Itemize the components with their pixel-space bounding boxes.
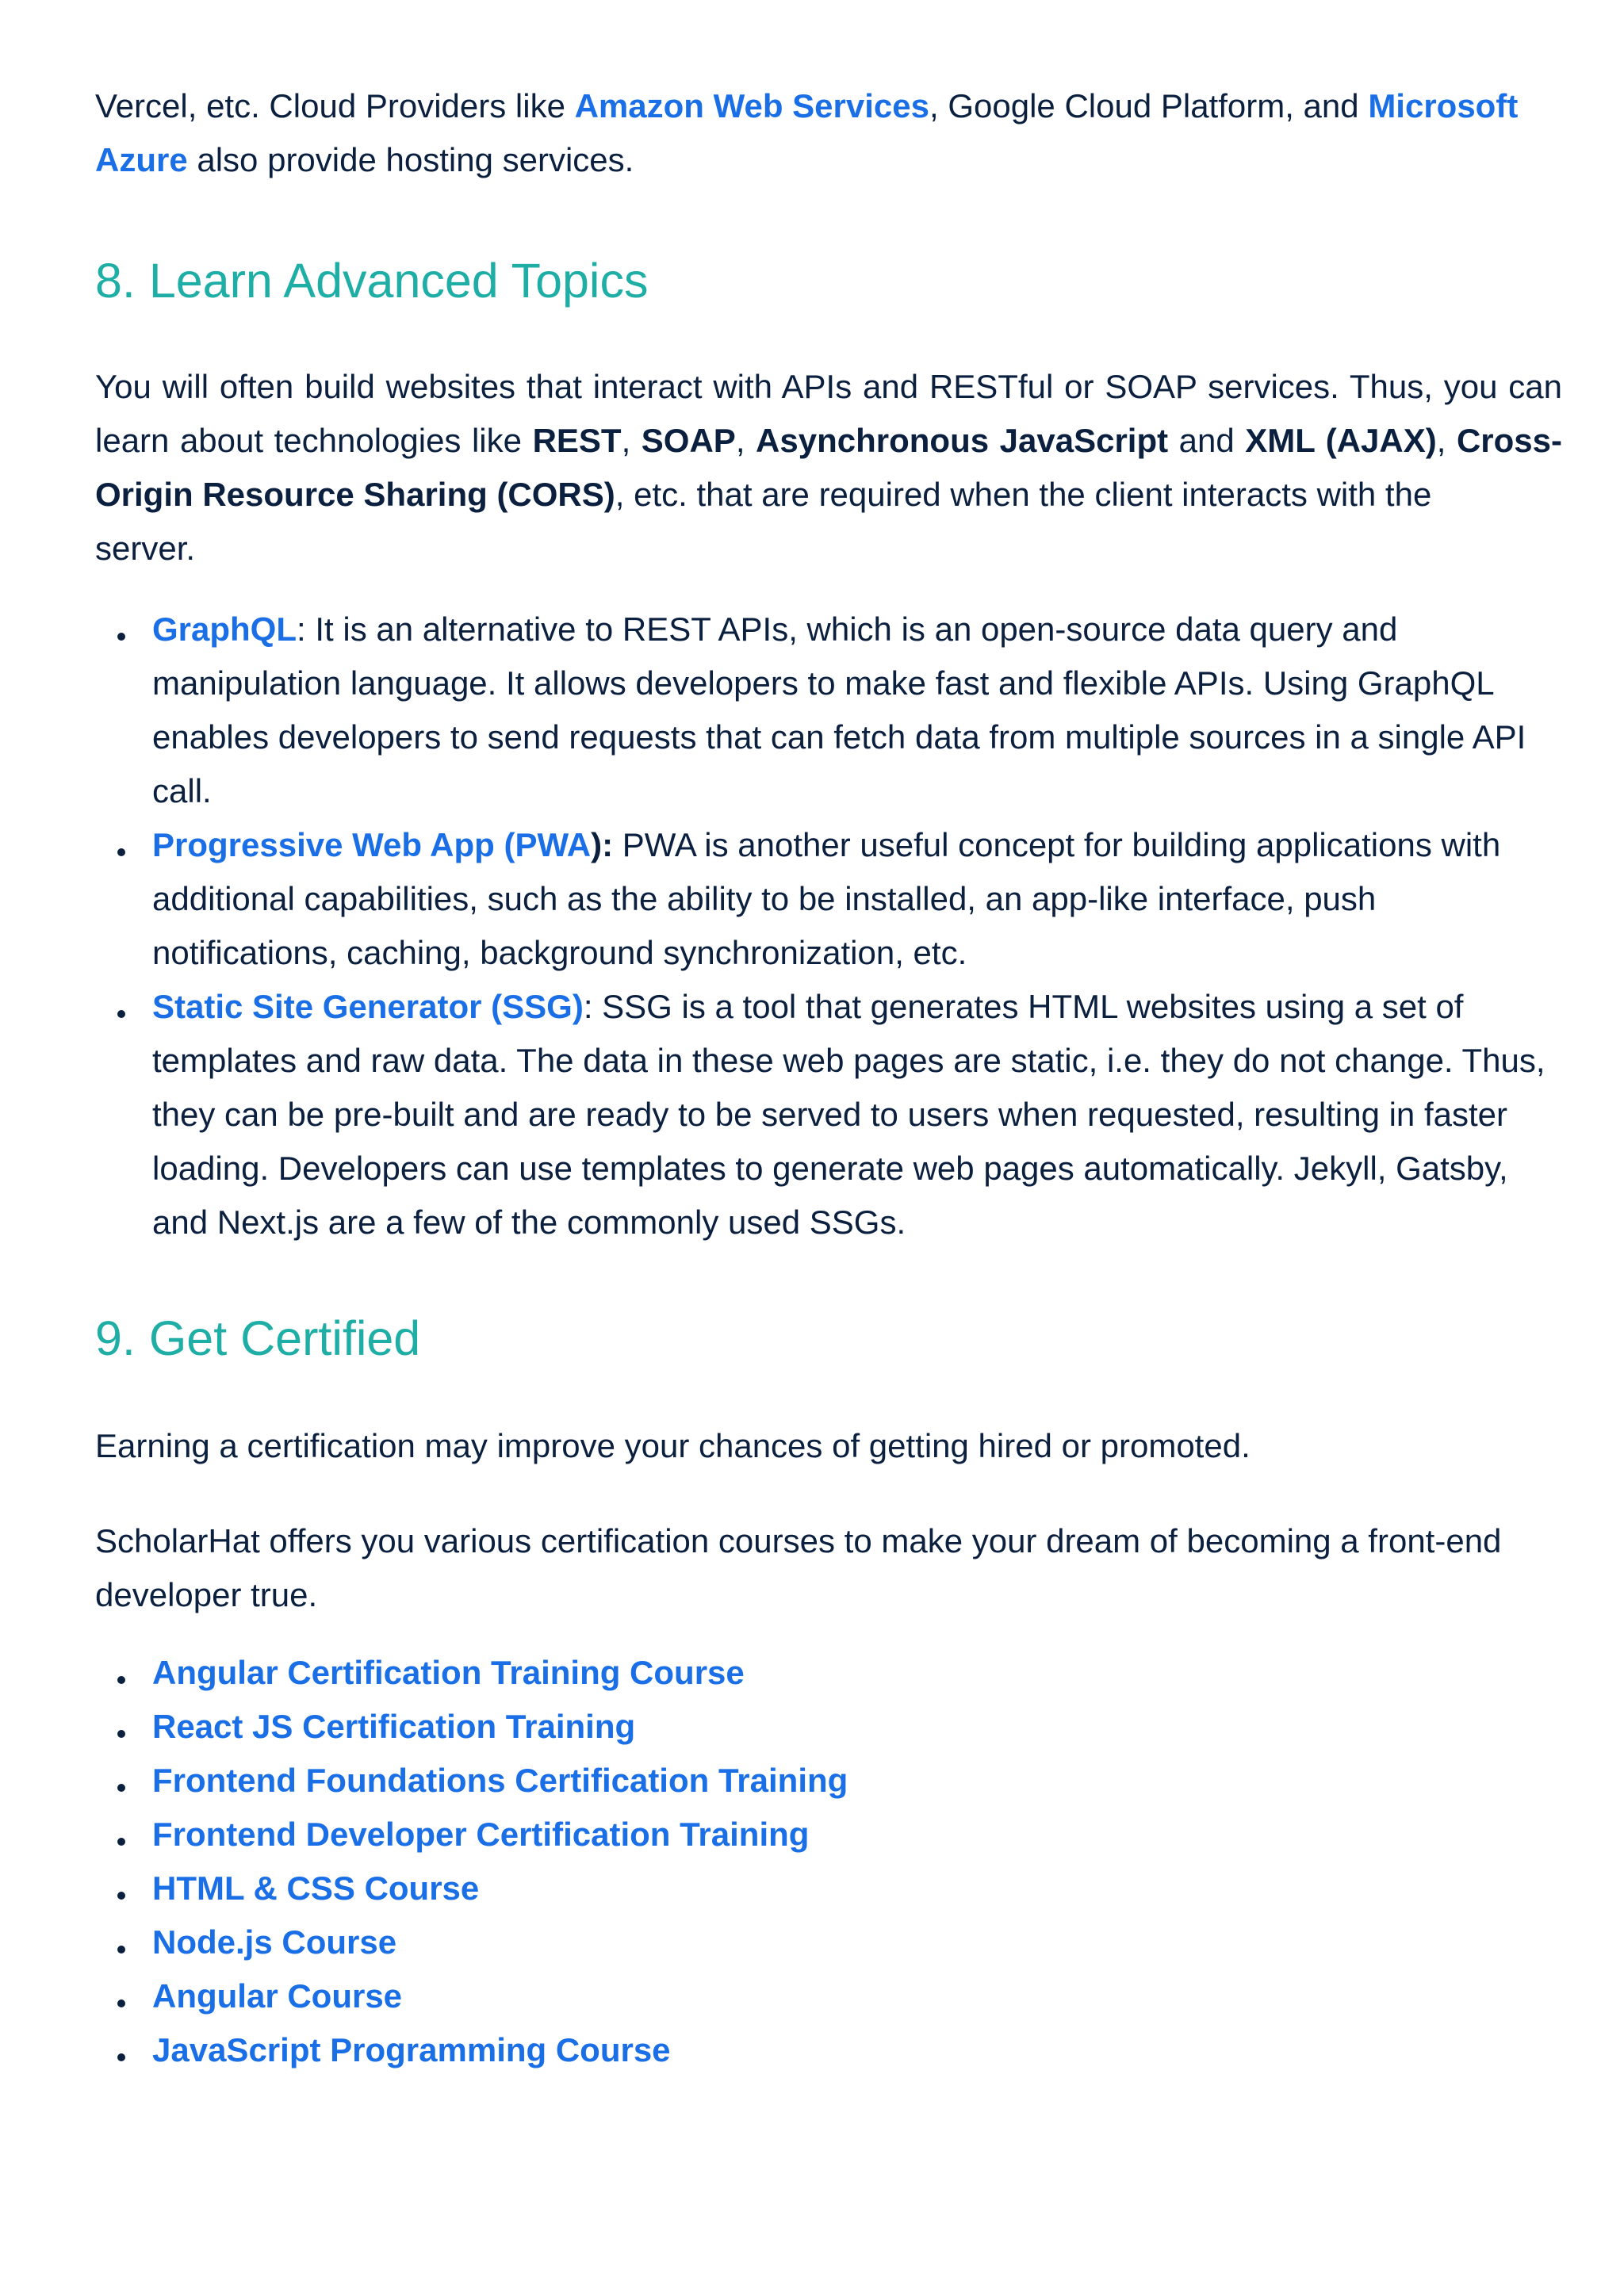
intro-text-1: Vercel, etc. Cloud Providers like	[95, 87, 575, 124]
bullet-dot-icon	[117, 2053, 125, 2061]
term-rest: REST	[532, 422, 622, 459]
advanced-text-2: , etc. that are required when the client interacts with the	[615, 476, 1432, 513]
term-cors: Cross-Origin Resource Sharing (CORS)	[95, 422, 1562, 513]
ssg-description: SSG is a tool that generates HTML websites using a set of templates and raw data. The data in these web pages are static, i.e. they do not change. Thus, they can be pre-built and are ready to be served to users when requested, resulting in faster loading. Developers can use templates to generate web pages automatically. Jekyll, Gatsby, and Next.js are a few of the commonly used SSGs.	[152, 988, 1545, 1241]
intro-text-3: also provide hosting services.	[187, 141, 634, 178]
certification-paragraph-2: ScholarHat offers you various certification courses to make your dream of becoming a front-end developer true.	[95, 1522, 1502, 1613]
list-item	[95, 1969, 1562, 2023]
microsoft-azure-link[interactable]: Microsoft Azure	[95, 87, 1519, 178]
item-separator: ):	[591, 826, 622, 863]
bullet-dot-icon	[117, 1010, 125, 1018]
list-item-pwa	[95, 818, 1562, 980]
bullet-dot-icon	[117, 1892, 125, 1900]
list-item-ssg	[95, 980, 1562, 1249]
intro-text-2: , Google Cloud Platform, and	[929, 87, 1369, 124]
bullet-dot-icon	[117, 1730, 125, 1738]
term-soap: SOAP	[641, 422, 736, 459]
sep-1: ,	[621, 422, 642, 459]
course-link-nodejs[interactable]: Node.js Course	[152, 1923, 397, 1961]
bullet-dot-icon	[117, 848, 125, 856]
course-link-javascript-programming[interactable]: JavaScript Programming Course	[152, 2031, 671, 2068]
bullet-dot-icon	[117, 633, 125, 641]
sep-2: ,	[735, 422, 756, 459]
course-link-html-css[interactable]: HTML & CSS Course	[152, 1869, 480, 1907]
section-heading-learn-advanced-topics: 8. Learn Advanced Topics	[95, 254, 649, 308]
graphql-link[interactable]: GraphQL	[152, 610, 297, 648]
section-heading-get-certified: 9. Get Certified	[95, 1311, 421, 1365]
list-item	[95, 1646, 1562, 1700]
amazon-web-services-link[interactable]: Amazon Web Services	[574, 87, 929, 124]
list-item	[95, 1862, 1562, 1915]
graphql-description: It is an alternative to REST APIs, which is an open-source data query and manipulation language. It allows developers to make fast and flexible APIs. Using GraphQL enables developers to send requests that can fetch data from multiple sources in a single API call.	[152, 610, 1526, 809]
course-link-react-js-certification[interactable]: React JS Certification Training	[152, 1708, 636, 1745]
term-xml-ajax: XML (AJAX)	[1245, 422, 1437, 459]
advanced-text-server: server.	[95, 530, 196, 567]
advanced-text-1: You will often build websites that interact with APIs and RESTful or SOAP services. Thus, you can learn about technologies like	[95, 368, 1562, 459]
advanced-topics-list	[95, 603, 1562, 1249]
item-separator: :	[583, 988, 603, 1025]
sep-4: ,	[1436, 422, 1457, 459]
list-item-graphql	[95, 603, 1562, 818]
bullet-dot-icon	[117, 1838, 125, 1846]
list-item	[95, 1915, 1562, 1969]
sep-3: and	[1168, 422, 1246, 459]
bullet-dot-icon	[117, 1946, 125, 1954]
list-item	[95, 2023, 1562, 2077]
bullet-dot-icon	[117, 1784, 125, 1792]
course-link-angular[interactable]: Angular Course	[152, 1977, 403, 2015]
course-link-frontend-foundations[interactable]: Frontend Foundations Certification Training	[152, 1762, 848, 1799]
bullet-dot-icon	[117, 1676, 125, 1684]
list-item	[95, 1808, 1562, 1862]
list-item	[95, 1700, 1562, 1754]
intro-paragraph	[95, 79, 1562, 187]
item-separator: :	[297, 610, 316, 648]
course-list	[95, 1646, 1562, 2077]
course-link-frontend-developer[interactable]: Frontend Developer Certification Training	[152, 1816, 810, 1853]
list-item	[95, 1754, 1562, 1808]
advanced-topics-text	[95, 360, 1562, 522]
certification-paragraph-1: Earning a certification may improve your chances of getting hired or promoted.	[95, 1427, 1251, 1464]
course-link-angular-certification[interactable]: Angular Certification Training Course	[152, 1654, 745, 1691]
bullet-dot-icon	[117, 1999, 125, 2007]
term-async-js: Asynchronous JavaScript	[756, 422, 1169, 459]
advanced-topics-paragraph	[95, 360, 1562, 576]
pwa-link[interactable]: Progressive Web App (PWA	[152, 826, 592, 863]
pwa-description: PWA is another useful concept for building applications with additional capabilities, such as the ability to be installed, an app-like interface, push notifications, caching, background synchronization, etc.	[152, 826, 1501, 971]
ssg-link[interactable]: Static Site Generator (SSG)	[152, 988, 584, 1025]
